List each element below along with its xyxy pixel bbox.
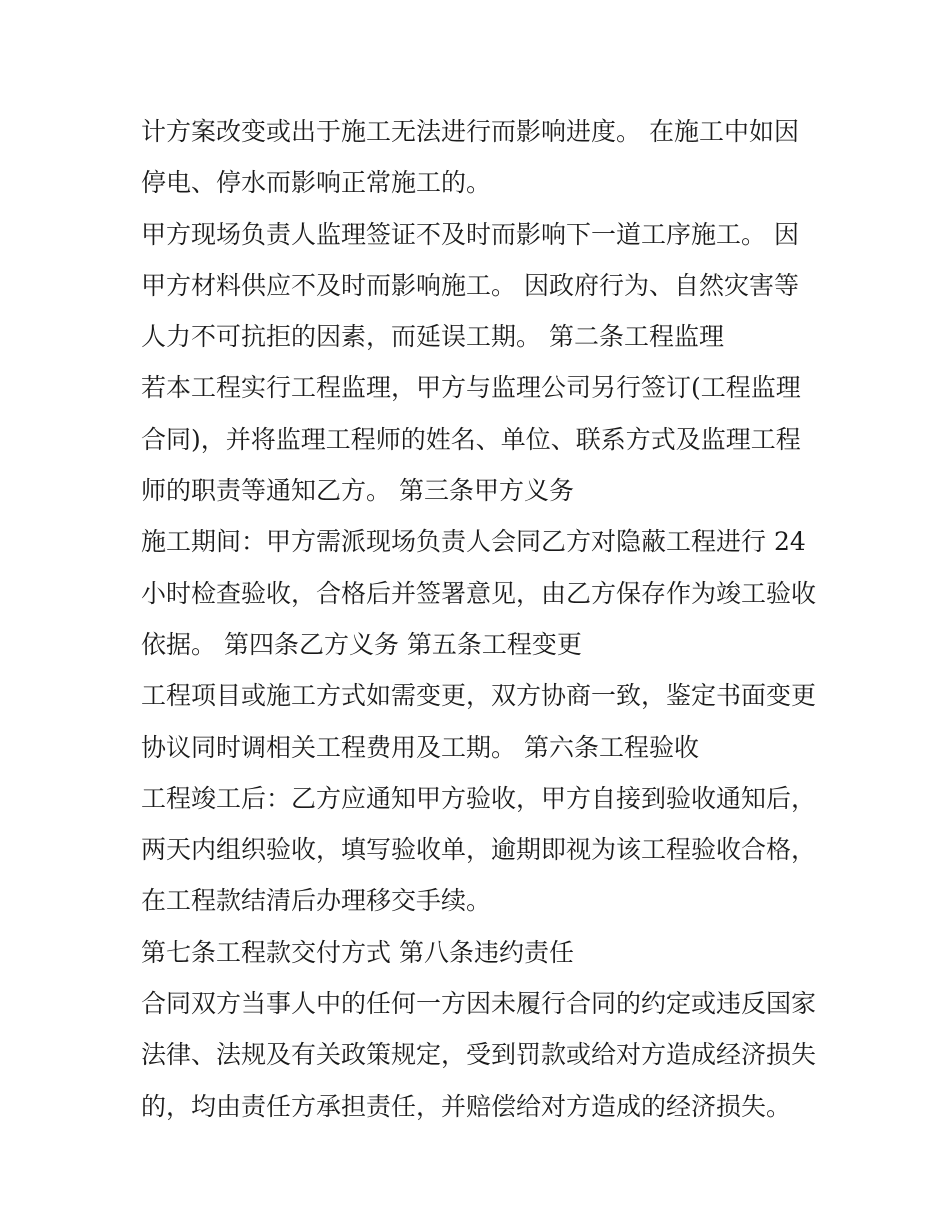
text-line: 法律、法规及有关政策规定，受到罚款或给对方造成经济损失 <box>141 1040 817 1070</box>
text-line: 小时检查验收，合格后并签署意见，由乙方保存作为竣工验收 <box>141 578 817 608</box>
text-line: 甲方材料供应不及时而影响施工。 因政府行为、自然灾害等 <box>141 270 799 300</box>
text-line: 工程项目或施工方式如需变更，双方协商一致，鉴定书面变更 <box>141 681 817 711</box>
contract-text <box>141 106 831 1132</box>
text-line: 第七条工程款交付方式 第八条违约责任 <box>141 937 574 967</box>
text-line: 师的职责等通知乙方。 第三条甲方义务 <box>141 476 574 506</box>
text-line: 施工期间：甲方需派现场负责人会同乙方对隐蔽工程进行 24 <box>141 527 806 557</box>
text-line: 合同双方当事人中的任何一方因未履行合同的约定或违反国家 <box>141 989 817 1019</box>
text-line: 停电、停水而影响正常施工的。 <box>141 168 492 198</box>
text-line: 在工程款结清后办理移交手续。 <box>141 886 492 916</box>
text-line: 工程竣工后：乙方应通知甲方验收，甲方自接到验收通知后， <box>141 783 817 813</box>
text-line: 甲方现场负责人监理签证不及时而影响下一道工序施工。 因 <box>141 219 799 249</box>
text-line: 的，均由责任方承担责任，并赔偿给对方造成的经济损失。 <box>141 1091 792 1121</box>
text-line: 协议同时调相关工程费用及工期。 第六条工程验收 <box>141 732 699 762</box>
text-line: 计方案改变或出于施工无法进行而影响进度。 在施工中如因 <box>141 117 799 146</box>
text-line: 依据。 第四条乙方义务 第五条工程变更 <box>141 629 582 659</box>
text-line: 合同)，并将监理工程师的姓名、单位、联系方式及监理工程 <box>141 424 801 454</box>
text-line: 两天内组织验收，填写验收单，逾期即视为该工程验收合格， <box>141 835 817 865</box>
text-line: 若本工程实行工程监理，甲方与监理公司另行签订(工程监理 <box>141 373 801 403</box>
text-line: 人力不可抗拒的因素，而延误工期。 第二条工程监理 <box>141 322 724 352</box>
